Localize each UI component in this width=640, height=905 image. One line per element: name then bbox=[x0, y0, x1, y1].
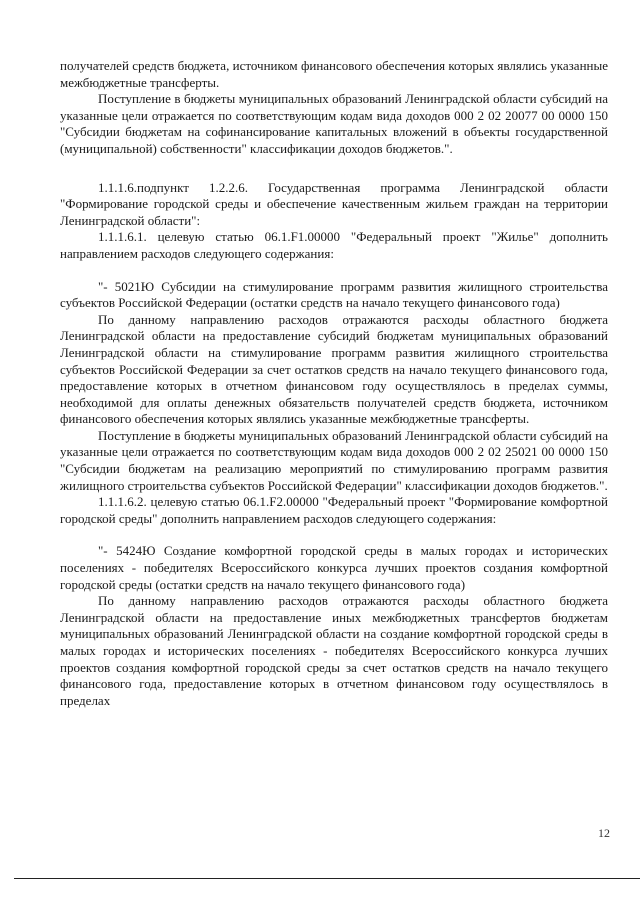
paragraph-7: Поступление в бюджеты муниципальных образований Ленинградской области субсидий на указанные цели отражается по соответствующим кодам вида доходов 000 2 02 25021 00 0000 150 "Субсидии бюджетам на реализацию мероприятий по стимулированию программ развития жилищного строительства субъектов Российской Федерации" классификации доходов бюджетов.". bbox=[60, 427, 608, 493]
paragraph-10: По данному направлению расходов отражаются расходы областного бюджета Ленинградской области на предоставление иных межбюджетных трансфертов бюджетам муниципальных образований Ленинградской области на создание комфортной городской среды в малых городах и исторических поселениях - победителях Всероссийского конкурса лучших проектов создания комфортной городской среды за счет остатков средств на начало текущего финансового года, предоставление которых в отчетном финансовом году осуществлялось в пределах bbox=[60, 593, 608, 708]
paragraph-6: По данному направлению расходов отражаются расходы областного бюджета Ленинградской области на предоставление субсидий бюджетам муниципальных образований Ленинградской области на стимулирование программ развития жилищного строительства субъектов Российской Федерации за счет остатков средств на начало текущего финансового года, предоставление которых в отчетном финансовом году осуществлялось в пределах суммы, необходимой для оплаты денежных обязательств получателей средств бюджета, источником финансового обеспечения которых являлись указанные межбюджетные трансферты. bbox=[60, 311, 608, 427]
document-body bbox=[60, 58, 608, 709]
page-number: 12 bbox=[598, 826, 610, 840]
paragraph-8: 1.1.1.6.2. целевую статью 06.1.F2.00000 "Федеральный проект "Формирование комфортной городской среды" дополнить направлением расходов следующего содержания: bbox=[60, 494, 608, 526]
bottom-divider bbox=[14, 878, 640, 879]
paragraph-4: 1.1.1.6.1. целевую статью 06.1.F1.00000 "Федеральный проект "Жилье" дополнить направлением расходов следующего содержания: bbox=[60, 229, 608, 261]
paragraph-2: Поступление в бюджеты муниципальных образований Ленинградской области субсидий на указанные цели отражается по соответствующим кодам вида доходов 000 2 02 20077 00 0000 150 "Субсидии бюджетам на софинансирование капитальных вложений в объекты государственной (муниципальной) собственности" классификации доходов бюджетов.". bbox=[60, 91, 608, 156]
paragraph-9: "- 5424Ю Создание комфортной городской среды в малых городах и исторических поселениях - победителях Всероссийского конкурса лучших проектов создания комфортной городской среды (остатки средств на начало текущего финансового года) bbox=[60, 543, 608, 592]
paragraph-1: получателей средств бюджета, источником финансового обеспечения которых являлись указанные межбюджетные трансферты. bbox=[60, 58, 608, 90]
paragraph-5: "- 5021Ю Субсидии на стимулирование программ развития жилищного строительства субъектов Российской Федерации (остатки средств на начало текущего финансового года) bbox=[60, 278, 608, 311]
paragraph-3: 1.1.1.6.подпункт 1.2.2.6. Государственная программа Ленинградской области "Формирование городской среды и обеспечение качественным жильем граждан на территории Ленинградской области": bbox=[60, 179, 608, 228]
